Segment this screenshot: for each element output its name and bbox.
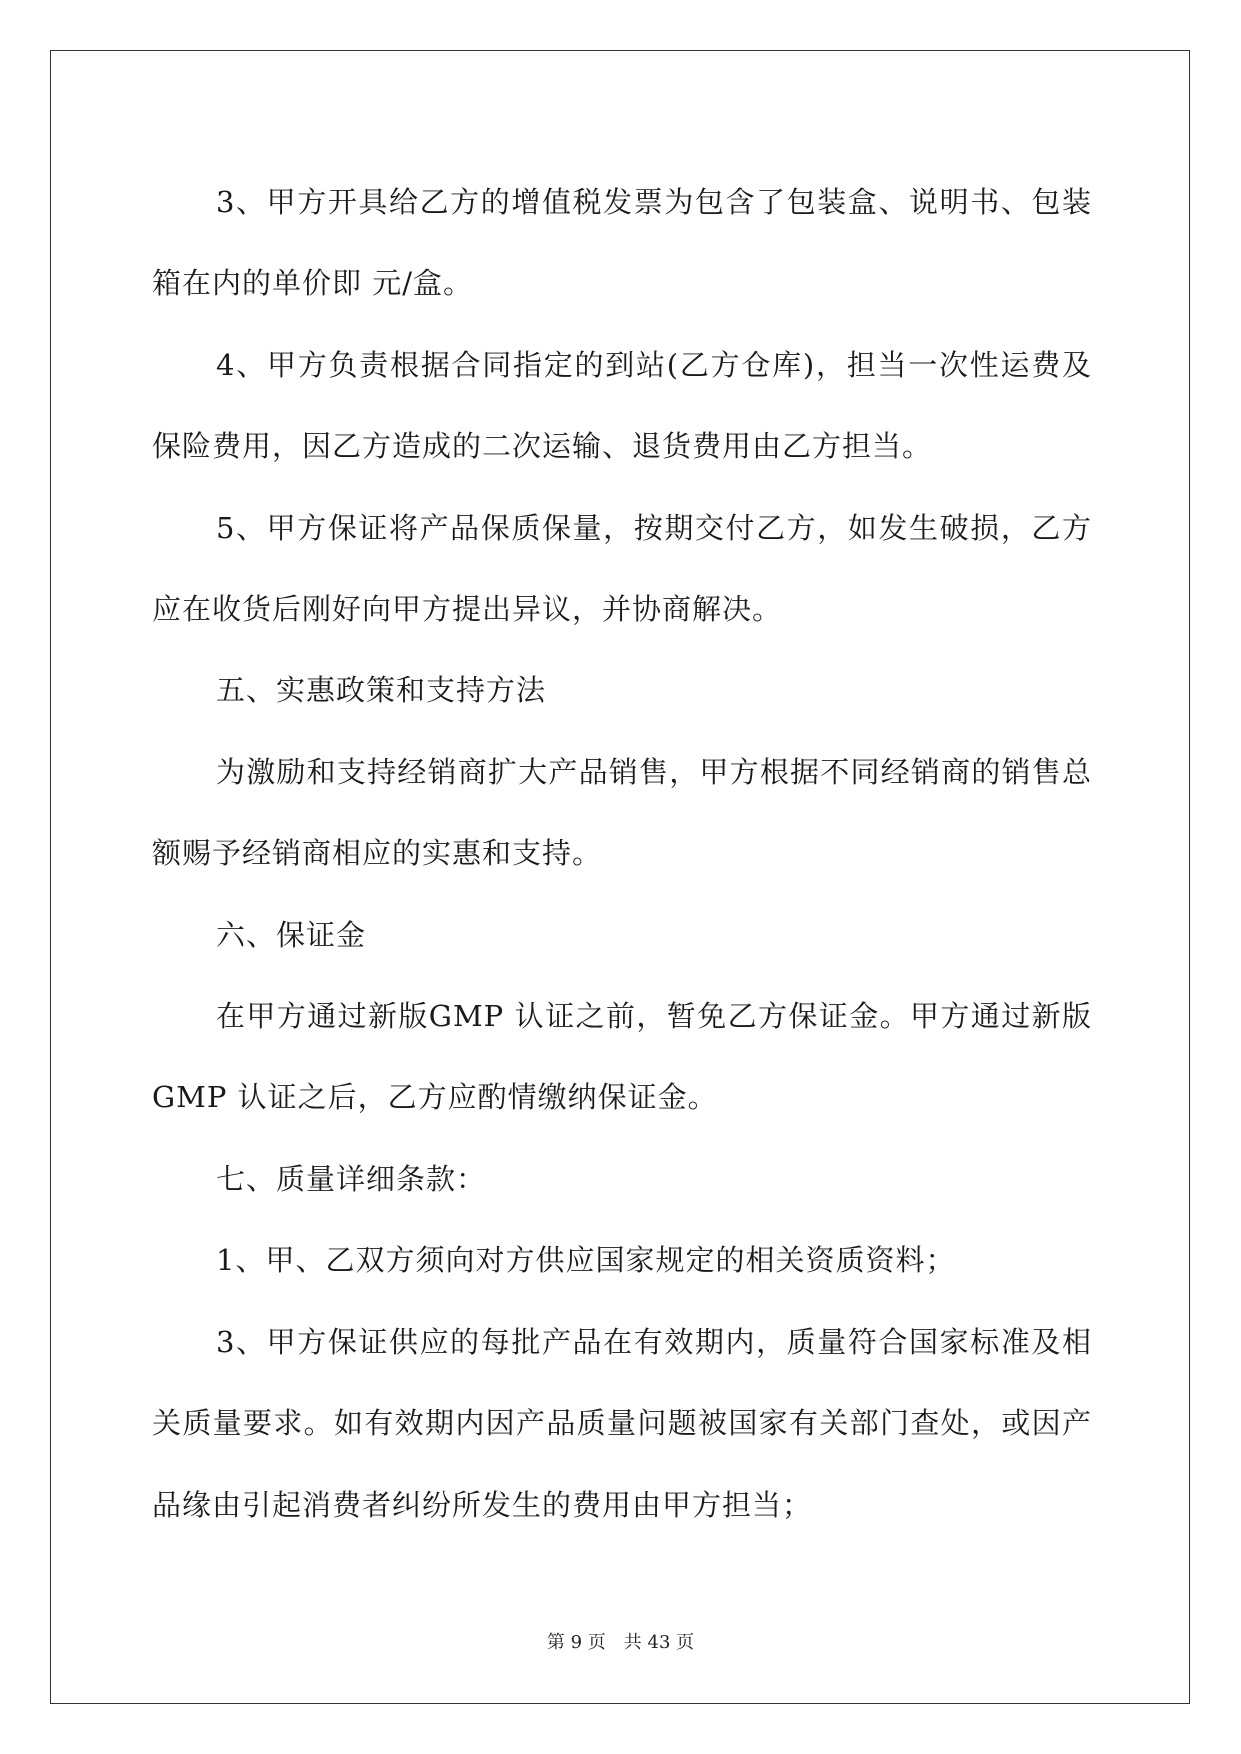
page-footer bbox=[0, 1628, 1241, 1654]
paragraph-quality-delivery: 5、甲方保证将产品保质保量，按期交付乙方，如发生破损，乙方应在收货后刚好向甲方提出异议，并协商解决。 bbox=[152, 510, 1092, 627]
page-total: 共 43 页 bbox=[623, 1632, 695, 1653]
paragraph-shipping: 4、甲方负责根据合同指定的到站(乙方仓库)，担当一次性运费及保险费用，因乙方造成的二次运输、退货费用由乙方担当。 bbox=[152, 347, 1092, 464]
paragraph-quality-standard: 3、甲方保证供应的每批产品在有效期内，质量符合国家标准及相关质量要求。如有效期内因产品质量问题被国家有关部门查处，或因产品缘由引起消费者纠纷所发生的费用由甲方担当； bbox=[152, 1324, 1092, 1522]
paragraph-invoice: 3、甲方开具给乙方的增值税发票为包含了包装盒、说明书、包装箱在内的单价即 元/盒。 bbox=[152, 185, 1092, 301]
document-body bbox=[152, 162, 1092, 1546]
section-heading-quality: 七、质量详细条款： bbox=[216, 1161, 487, 1196]
paragraph-policy: 为激励和支持经销商扩大产品销售，甲方根据不同经销商的销售总额赐予经销商相应的实惠和支持。 bbox=[152, 754, 1092, 871]
paragraph-qualification: 1、甲、乙双方须向对方供应国家规定的相关资质资料； bbox=[216, 1243, 956, 1278]
paragraph-deposit: 在甲方通过新版GMP 认证之前，暂免乙方保证金。甲方通过新版GMP 认证之后，乙方应酌情缴纳保证金。 bbox=[152, 999, 1092, 1115]
page-number: 第 9 页 bbox=[546, 1632, 606, 1653]
section-heading-policy: 五、实惠政策和支持方法 bbox=[216, 673, 547, 708]
section-heading-deposit: 六、保证金 bbox=[216, 917, 367, 952]
